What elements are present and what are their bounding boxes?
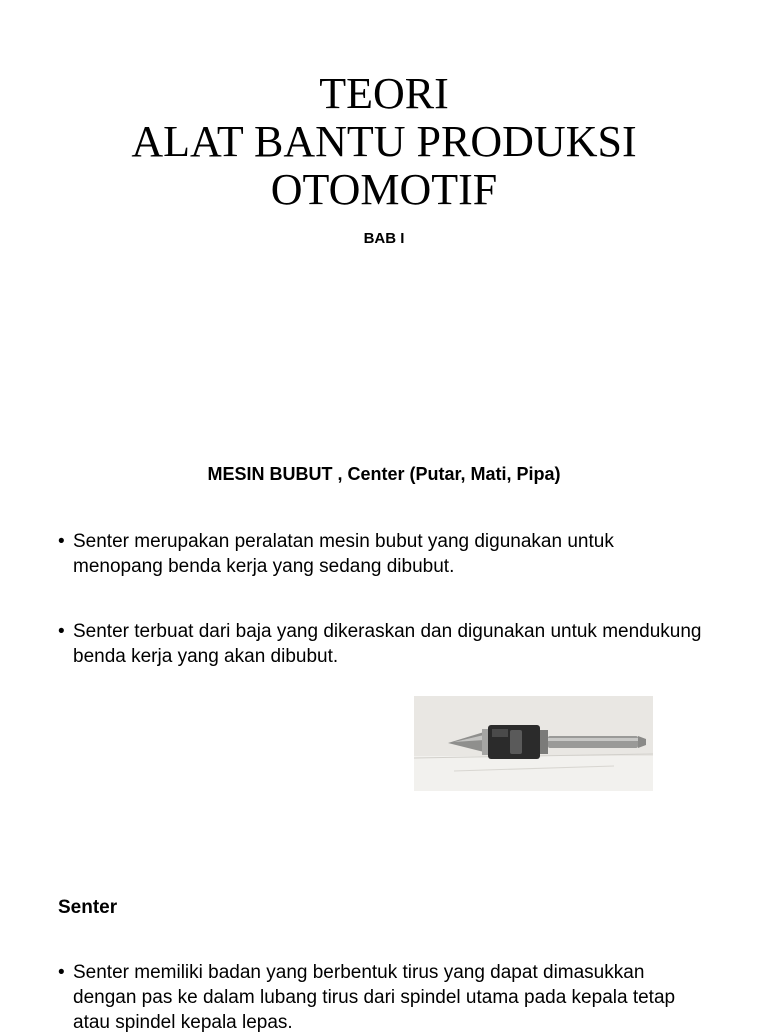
- taper-shank-highlight: [548, 738, 638, 741]
- title-line-1: TEORI: [319, 69, 449, 118]
- list-item: [58, 529, 708, 579]
- title-line-3: OTOMOTIF: [270, 165, 498, 214]
- bullet-icon: •: [58, 962, 65, 983]
- bullet-text: Senter merupakan peralatan mesin bubut yang digunakan untuk menopang benda kerja yang sedang dibubut.: [73, 531, 614, 577]
- chapter-label: BAB I: [363, 230, 405, 247]
- center-front-body: [482, 729, 488, 755]
- bullet-list: [58, 529, 708, 669]
- bullet-text: Senter terbuat dari baja yang dikeraskan dan digunakan untuk mendukung benda kerja yang akan dibubut.: [73, 621, 702, 667]
- bearing-ring: [510, 730, 522, 754]
- document-title: [0, 70, 768, 214]
- title-line-2: ALAT BANTU PRODUKSI: [131, 117, 637, 166]
- photo-base-shadow: [414, 756, 653, 791]
- bullet-icon: •: [58, 621, 65, 642]
- bearing-highlight: [492, 729, 508, 737]
- live-center-photo: [414, 696, 653, 791]
- taper-shank: [548, 736, 638, 748]
- section-heading: MESIN BUBUT , Center (Putar, Mati, Pipa): [207, 464, 561, 484]
- senter-heading: Senter: [58, 897, 118, 918]
- bearing-rear: [540, 730, 548, 754]
- list-item: [58, 619, 708, 669]
- live-center-illustration: [414, 696, 653, 791]
- bullet-text: Senter memiliki badan yang berbentuk tirus yang dapat dimasukkan dengan pas ke dalam lubang tirus dari spindel utama pada kepala tetap atau spindel kepala lepas.: [73, 962, 676, 1033]
- bullet-icon: •: [58, 531, 65, 552]
